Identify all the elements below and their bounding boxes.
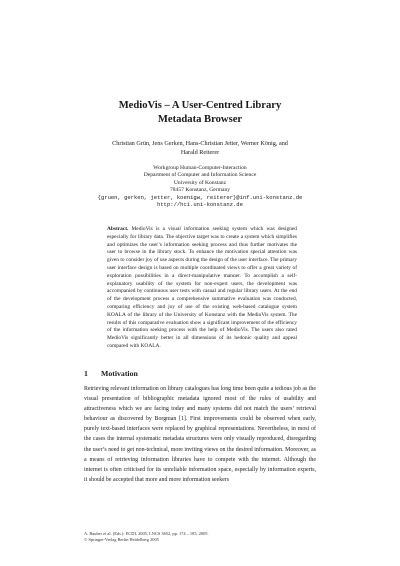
abstract-label: Abstract. [107,226,129,232]
affiliation-block [70,165,330,209]
author-list [80,139,320,157]
section-body-text: Retrieving relevant information on library catalogues has long time been quite a tedious job as the visual presentation of bibliographic metadata ignored most of the rules of usability and attractiveness which we are facing today and many systems did not match the users’ retrieval behaviour as discovered by Borgman [1]. First improvements could be observed when early, purely text-based interfaces were replaced by graphical representations. Nevertheless, in most of the cases the internal systematic metadata structures were only visually reproduced, disregarding the user’s need to get non-technical, more inviting views on the desired information. Moreover, as a means of retrieving information libraries have to compete with the internet. Although the internet is often criticised for its unreliable information space, especially by information experts, it should be accepted that more and more information seekers [84,386,316,483]
title-line-1: MedioVis – A User-Centred Library [118,100,282,111]
abstract [107,226,297,351]
affiliation-university: University of Konstanz [173,179,227,186]
authors-line-2: Harald Reiterer [180,149,220,156]
affiliation-department: Department of Computer and Information Science [143,172,257,179]
footer-copyright: © Springer-Verlag Berlin Heidelberg 2005 [84,536,159,542]
section-number: 1 [84,369,88,378]
abstract-text: MedioVis is a visual information seeking system which was designed especially for library data. The objective target was to create a system which simplifies and optimizes the user’s information seeking process and thus further motivates the user to browse in the library stock. To enhance the motivation special attention was given to consider joy of use aspects during the design of the user interface. The primary user interface design is based on multiple coordinated views to offer a great variety of exploration possibilities in a direct-manipulative manner. To accomplish a self-explanatory usability of the system for non-expert users, the development was accompanied by continuous user tests with casual and regular library users. At the end of the development process a comprehensive summative evaluation was conducted, comparing efficiency and joy of use of the existing web-based catalogue system KOALA of the library of the University of Konstanz with the MedioVis system. The results of this comparative evaluation show a significant improvement of the efficiency of the information seeking process with the help of MedioVis. The users also rated MedioVis significantly better in all dimensions of its hedonic quality and appeal compared with KOALA. [107,226,297,349]
section-title: Motivation [101,369,138,378]
affiliation-workgroup: Workgroup Human-Computer-Interaction [153,165,247,171]
authors-line-1: Christian Grün, Jens Gerken, Hans-Christian Jetter, Werner König, and [112,140,288,147]
author-emails: {gruen, gerken, jetter, koenigw, reiterer}@inf.uni-konstanz.de [97,194,303,202]
section-heading-motivation [84,369,138,378]
group-url: http://hci.uni-konstanz.de [157,201,243,209]
publication-footer [84,531,209,543]
footer-citation: A. Rauber et al. (Eds.): ECDL 2005, LNCS 3652, pp. 174 – 185, 2005. [84,531,209,536]
title-line-2: Metadata Browser [157,114,243,125]
affiliation-address: 78457 Konstanz, Germany [169,186,231,193]
paper-title [60,99,340,127]
